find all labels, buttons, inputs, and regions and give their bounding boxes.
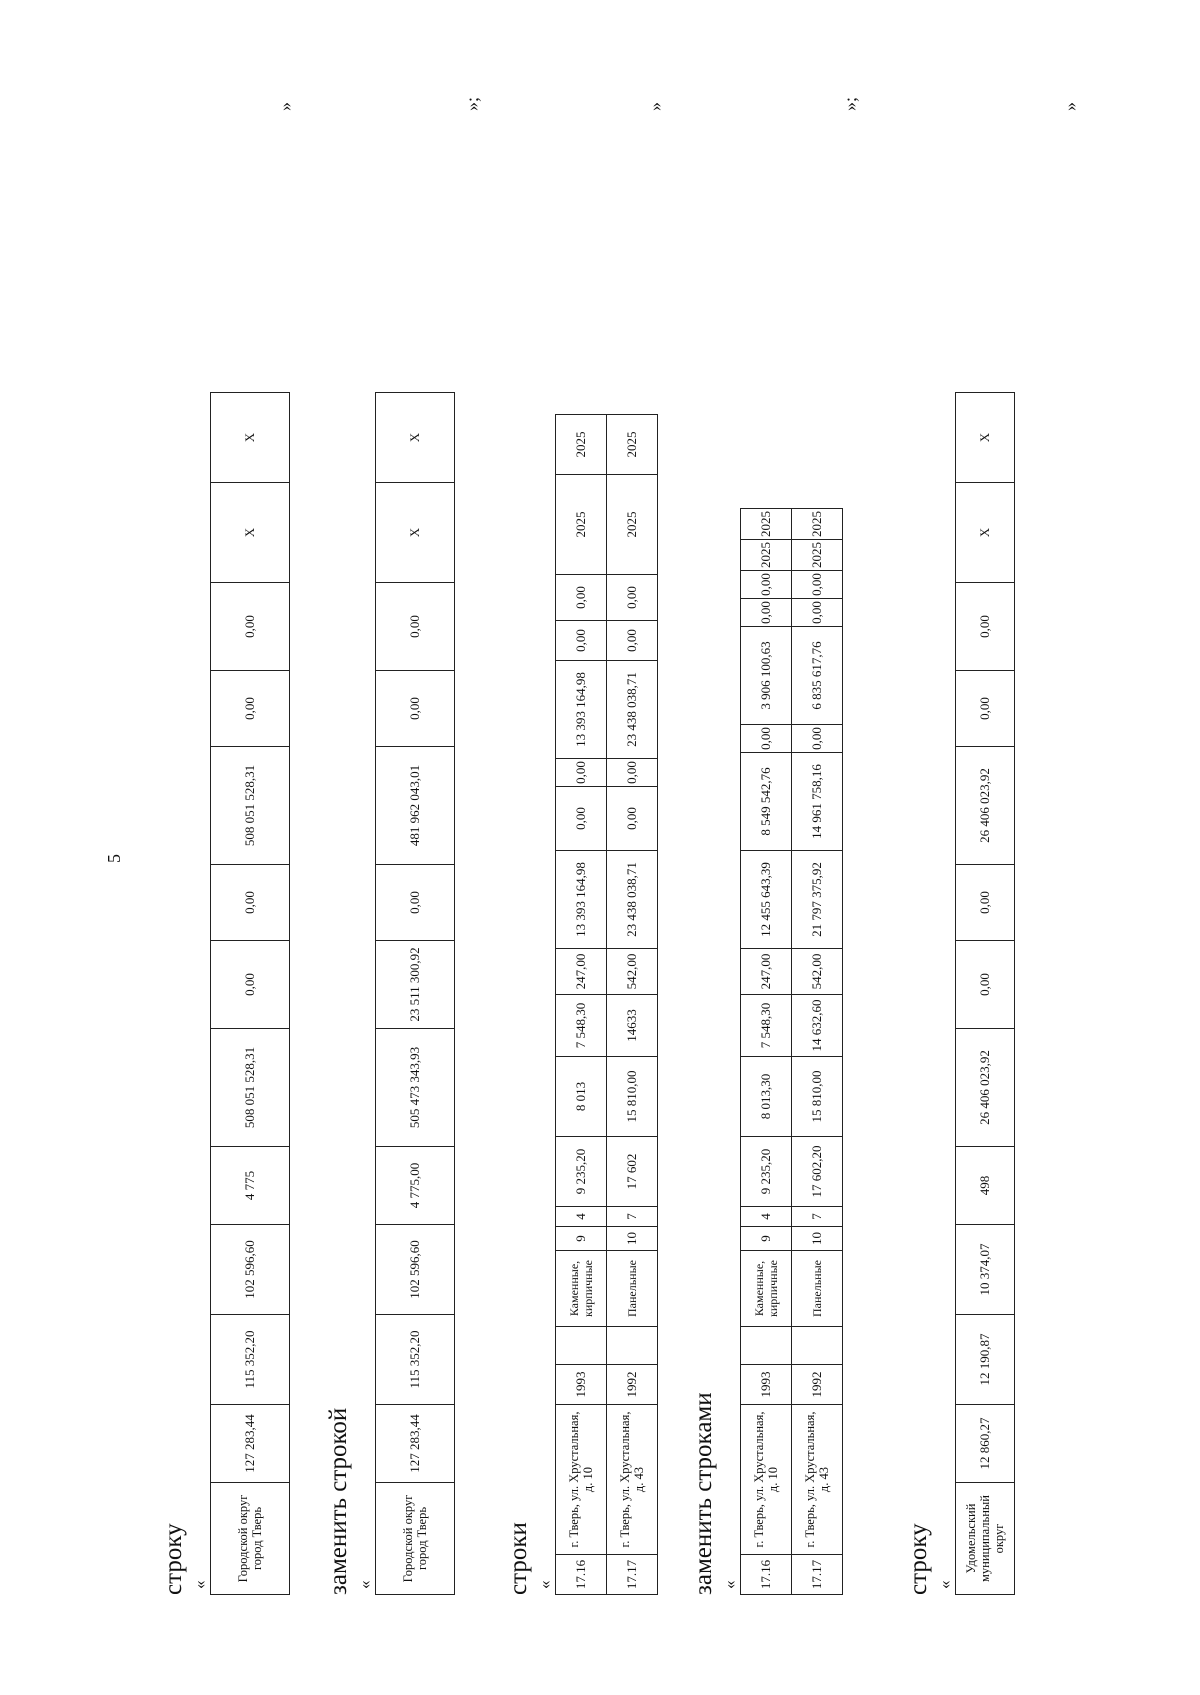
open-quote: « [935,1580,954,1589]
table-cell: 2025 [556,415,607,475]
table-cell: 2025 [607,475,658,575]
table-cell [607,1327,658,1365]
table-cell: Каменные, кирпичные [556,1251,607,1327]
table-cell: 0,00 [211,941,290,1029]
table-cell: 4 775,00 [376,1147,455,1225]
table-cell: 17 602 [607,1137,658,1207]
table-cell: 508 051 528,31 [211,1029,290,1147]
section-phrase: заменить строками [690,1392,717,1595]
open-quote: « [190,1580,209,1589]
table-cell: 23 438 038,71 [607,661,658,759]
table-cell: 0,00 [211,865,290,941]
table-cell: 1992 [792,1365,843,1405]
table-cell: 9 235,20 [556,1137,607,1207]
table-cell: 8 013,30 [741,1057,792,1137]
table-cell: 4 775 [211,1147,290,1225]
table-cell: 505 473 343,93 [376,1029,455,1147]
table-cell: 4 [556,1207,607,1227]
table-cell: 0,00 [211,671,290,747]
table-cell: 10 [792,1227,843,1251]
summary-table [210,392,290,1595]
close-quote: » [1060,102,1080,111]
table-cell: 0,00 [211,583,290,671]
table-cell: 21 797 375,92 [792,851,843,949]
table-cell: 12 190,87 [956,1315,1015,1405]
table-cell: X [376,483,455,583]
section-replacement-row [325,115,455,1595]
table-cell: 0,00 [376,671,455,747]
table-cell: 8 549 542,76 [741,753,792,851]
table-cell: X [211,483,290,583]
table-row [607,415,658,1595]
section-phrase: строки [505,1522,532,1595]
table-row [556,415,607,1595]
table-cell: 0,00 [792,571,843,599]
table-cell: 481 962 043,01 [376,747,455,865]
section-phrase: строку [905,1523,932,1595]
table-cell: 12 860,27 [956,1405,1015,1483]
table-cell: 17.17 [607,1555,658,1595]
buildings-table [740,508,843,1595]
table-cell: 0,00 [607,787,658,851]
table-cell: 0,00 [956,583,1015,671]
table-cell: 247,00 [556,949,607,995]
close-quote: » [645,102,665,111]
table-cell: 0,00 [956,941,1015,1029]
table-cell: 498 [956,1147,1015,1225]
table-cell: 1993 [556,1365,607,1405]
table-cell: 0,00 [556,575,607,621]
summary-table [375,392,455,1595]
table-cell: 26 406 023,92 [956,1029,1015,1147]
table-cell: 2025 [792,509,843,540]
table-cell: г. Тверь, ул. Хрустальная, д. 10 [741,1405,792,1555]
table-cell: г. Тверь, ул. Хрустальная, д. 43 [607,1405,658,1555]
table-cell: 23 438 038,71 [607,851,658,949]
table-cell: 1993 [741,1365,792,1405]
table-cell: 0,00 [792,725,843,753]
table-cell: 0,00 [556,787,607,851]
table-cell: 0,00 [956,865,1015,941]
section-phrase: строку [160,1523,187,1595]
table-cell: 542,00 [792,949,843,995]
table-row [741,509,792,1595]
open-quote: « [355,1580,374,1589]
table-cell: 7 [792,1207,843,1227]
table-cell: 17.17 [792,1555,843,1595]
table-cell: Городской округ город Тверь [211,1483,290,1595]
table-cell: 102 596,60 [211,1225,290,1315]
table-cell: 0,00 [741,571,792,599]
table-cell: 9 [741,1227,792,1251]
table-cell: 0,00 [741,725,792,753]
table-row [792,509,843,1595]
table-cell: 17.16 [741,1555,792,1595]
table-cell: 15 810,00 [792,1057,843,1137]
open-quote: « [720,1580,739,1589]
table-cell: 7 [607,1207,658,1227]
table-cell: 7 548,30 [556,995,607,1057]
table-cell: 0,00 [556,759,607,787]
table-cell: 14 961 758,16 [792,753,843,851]
table-cell: 0,00 [792,599,843,627]
table-cell: 115 352,20 [211,1315,290,1405]
table-cell: 12 455 643,39 [741,851,792,949]
table-cell: 0,00 [607,575,658,621]
close-quote: »; [462,96,482,111]
table-cell: 2025 [741,509,792,540]
close-quote: »; [840,96,860,111]
table-cell: 115 352,20 [376,1315,455,1405]
table-cell: 2025 [741,540,792,571]
table-cell: X [376,393,455,483]
open-quote: « [535,1580,554,1589]
section-phrase: заменить строкой [325,1407,352,1595]
table-cell: Каменные, кирпичные [741,1251,792,1327]
table-cell: 0,00 [956,671,1015,747]
table-row [211,393,290,1595]
table-cell: 508 051 528,31 [211,747,290,865]
table-cell: 10 [607,1227,658,1251]
table-cell: 13 393 164,98 [556,851,607,949]
table-cell: 0,00 [741,599,792,627]
table-row [956,393,1015,1595]
table-cell: 102 596,60 [376,1225,455,1315]
table-cell: 23 511 300,92 [376,941,455,1029]
table-cell: 2025 [792,540,843,571]
table-cell: 26 406 023,92 [956,747,1015,865]
table-cell: 10 374,07 [956,1225,1015,1315]
table-cell: 9 235,20 [741,1137,792,1207]
section-row-to-replace [905,115,1015,1595]
summary-table [955,392,1015,1595]
table-cell: 17 602,20 [792,1137,843,1207]
page-number: 5 [104,854,124,863]
table-cell: Панельные [792,1251,843,1327]
table-cell: 9 [556,1227,607,1251]
table-cell: 14 632,60 [792,995,843,1057]
table-cell: X [956,393,1015,483]
table-cell: 0,00 [607,621,658,661]
table-cell: 6 835 617,76 [792,627,843,725]
table-cell: 0,00 [376,583,455,671]
table-cell: г. Тверь, ул. Хрустальная, д. 10 [556,1405,607,1555]
table-cell: Удомельский муниципальный округ [956,1483,1015,1595]
table-cell [792,1327,843,1365]
table-cell: 7 548,30 [741,995,792,1057]
table-cell: 2025 [556,475,607,575]
buildings-table [555,414,658,1595]
table-cell: 542,00 [607,949,658,995]
table-cell: 0,00 [556,621,607,661]
table-cell: 247,00 [741,949,792,995]
table-cell: 0,00 [376,865,455,941]
section-row-to-replace [160,115,290,1595]
table-cell: 127 283,44 [376,1405,455,1483]
table-cell: 4 [741,1207,792,1227]
table-cell: г. Тверь, ул. Хрустальная, д. 43 [792,1405,843,1555]
table-cell: Панельные [607,1251,658,1327]
section-rows-to-replace [505,115,658,1595]
table-cell: 14633 [607,995,658,1057]
table-cell: Городской округ город Тверь [376,1483,455,1595]
table-cell: 13 393 164,98 [556,661,607,759]
table-cell: X [211,393,290,483]
table-cell: 2025 [607,415,658,475]
close-quote: » [275,102,295,111]
table-cell: X [956,483,1015,583]
table-cell: 0,00 [607,759,658,787]
table-cell: 17.16 [556,1555,607,1595]
table-row [376,393,455,1595]
table-cell: 15 810,00 [607,1057,658,1137]
section-replacement-rows [690,115,843,1595]
table-cell [741,1327,792,1365]
table-cell: 1992 [607,1365,658,1405]
table-cell: 8 013 [556,1057,607,1137]
table-cell: 127 283,44 [211,1405,290,1483]
table-cell: 3 906 100,63 [741,627,792,725]
table-cell [556,1327,607,1365]
